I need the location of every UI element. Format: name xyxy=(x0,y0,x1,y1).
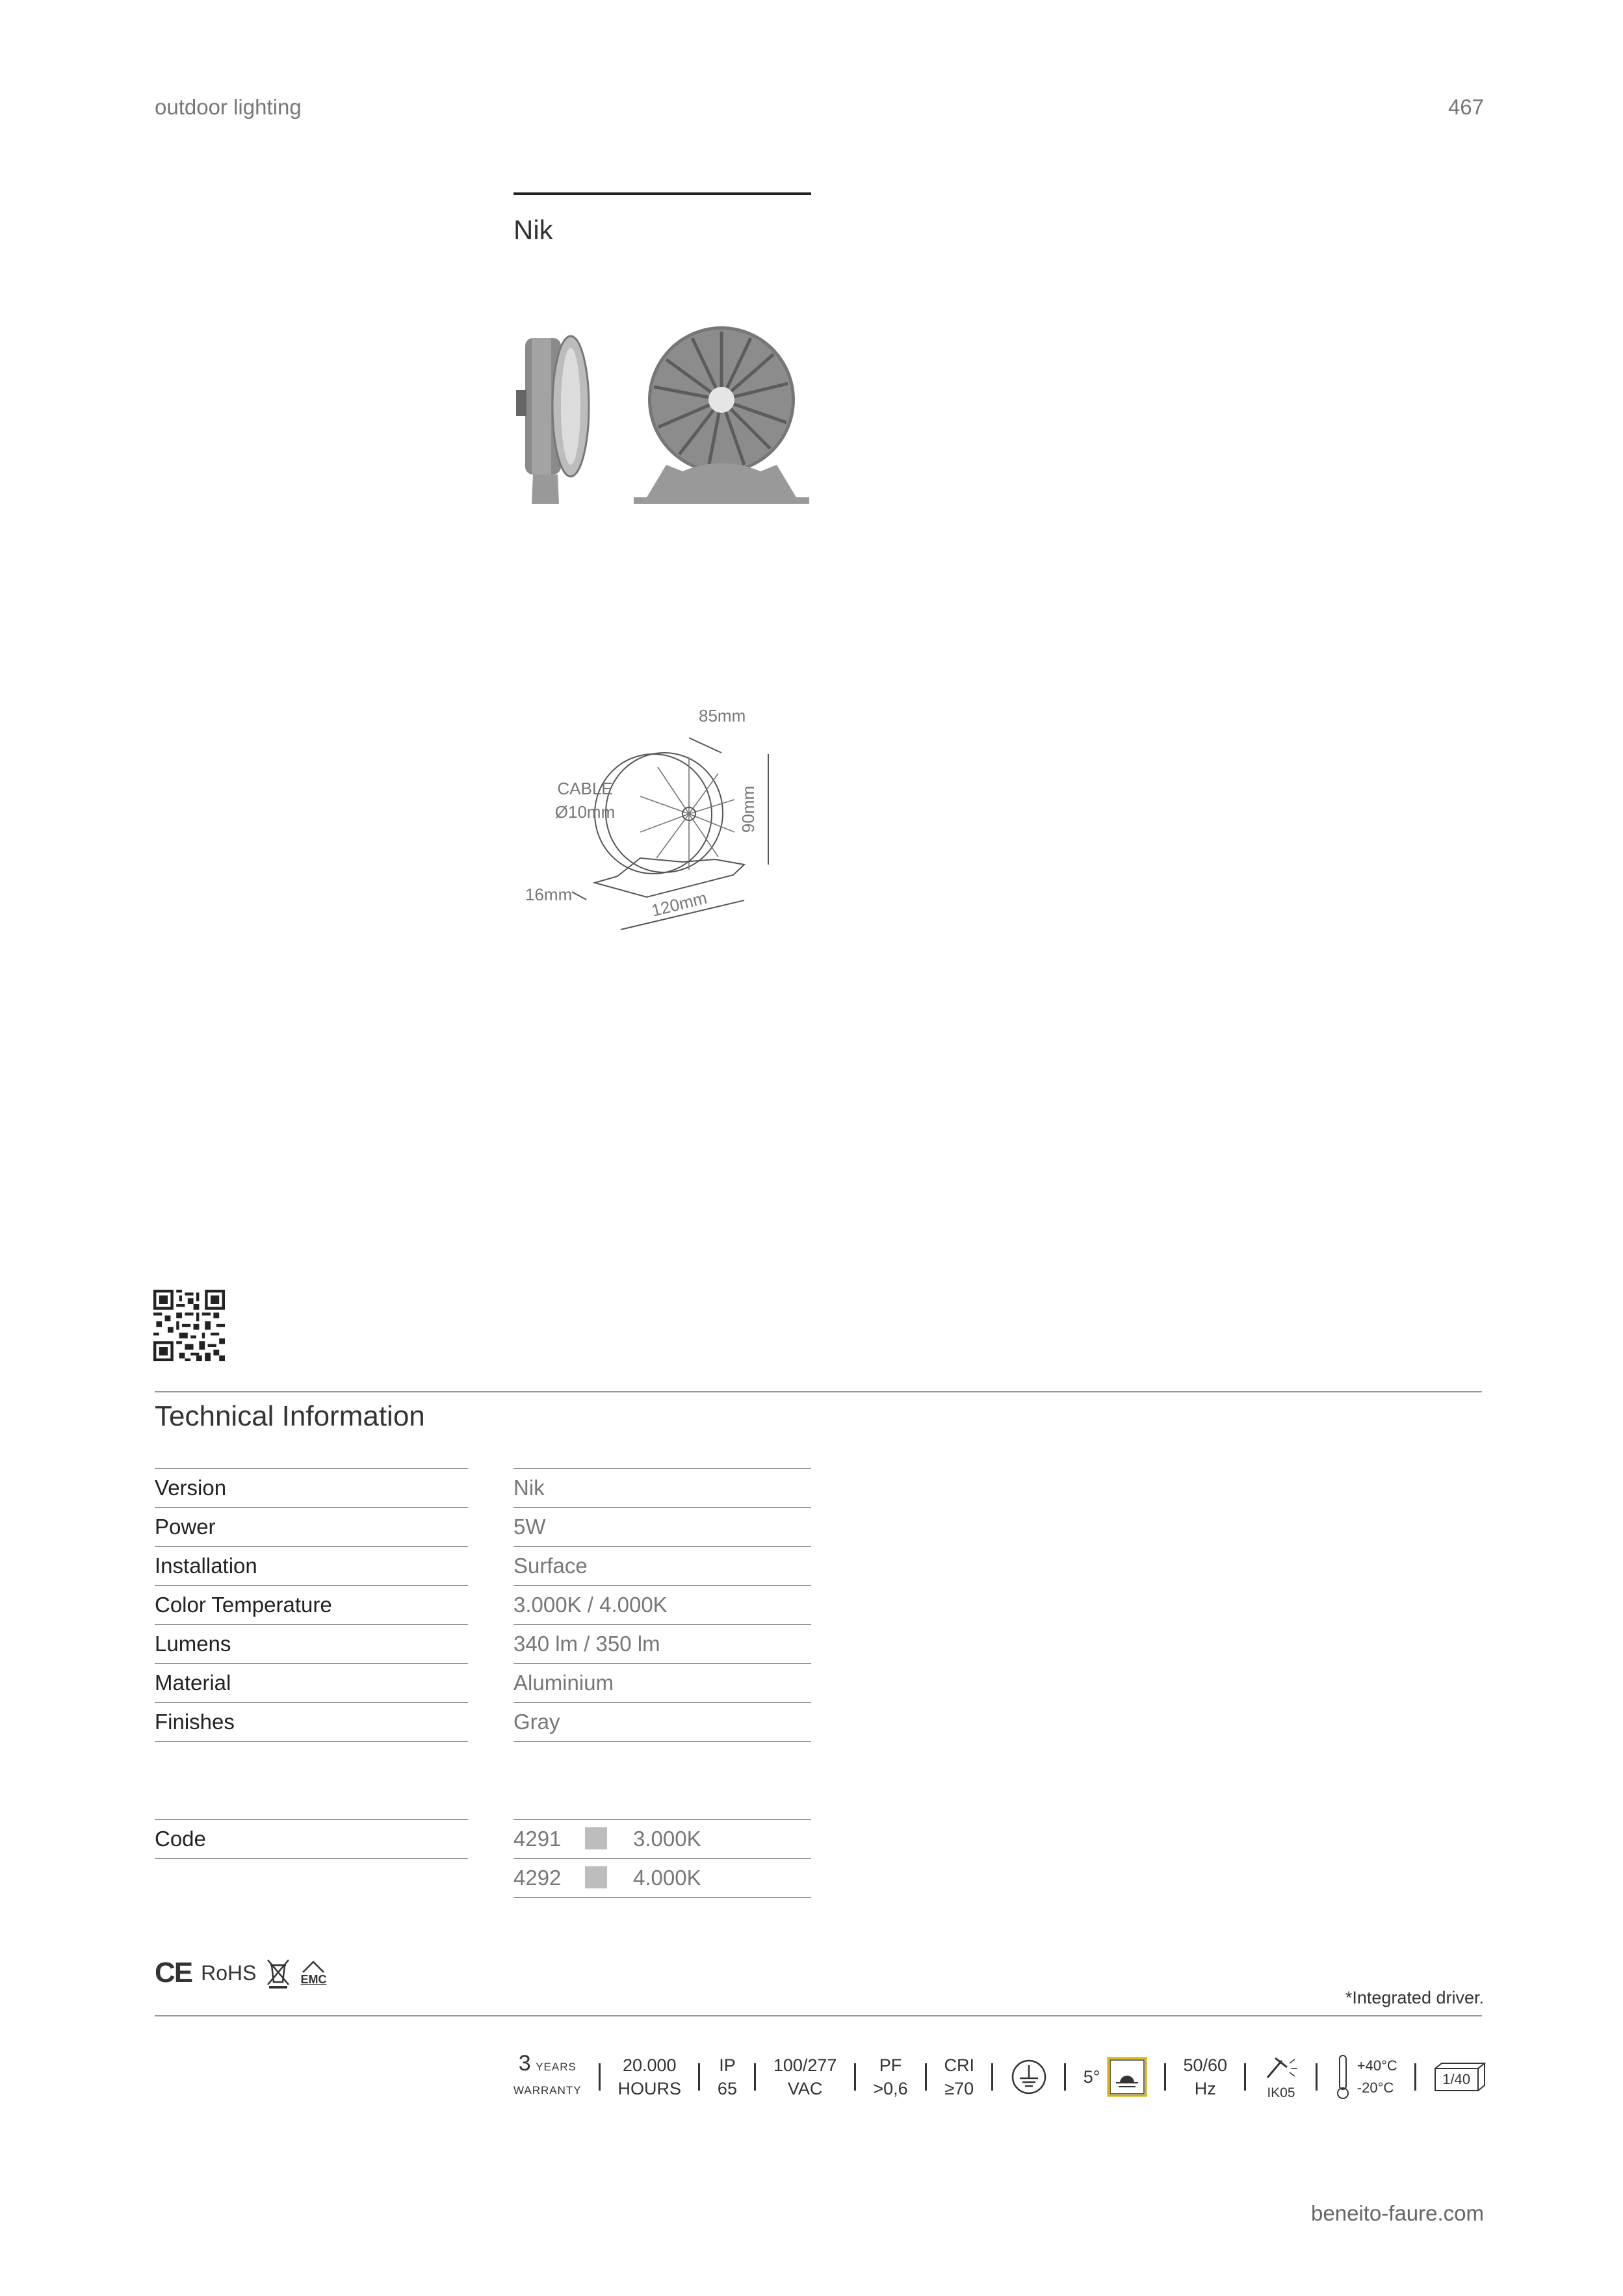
code-row xyxy=(513,1819,811,1858)
driver-note: *Integrated driver. xyxy=(1345,1988,1484,2007)
code-temperature: 4.000K xyxy=(633,1866,701,1890)
rohs-label: RoHS xyxy=(201,1961,257,1985)
dim-cable-line2: Ø10mm xyxy=(554,802,616,822)
spec-separator xyxy=(854,2063,856,2091)
code-row xyxy=(513,1858,811,1897)
code-bottom-rule xyxy=(513,1897,811,1898)
spec-temperature: +40°C -20°C xyxy=(1335,2054,1397,2100)
hammer-icon xyxy=(1264,2054,1299,2080)
spec-separator xyxy=(1064,2063,1066,2091)
table-bottom-rule xyxy=(513,1741,811,1742)
ground-class-icon xyxy=(1011,2059,1047,2095)
spec-ik: IK05 xyxy=(1264,2054,1299,2100)
spec-separator xyxy=(991,2063,993,2091)
page-number: 467 xyxy=(1448,95,1484,119)
row-label-material: Material xyxy=(155,1663,468,1702)
product-title: Nik xyxy=(513,215,553,245)
dim-base: 16mm xyxy=(525,885,573,904)
product-photo xyxy=(513,325,819,514)
dim-width: 120mm xyxy=(649,887,709,920)
technical-info-title: Technical Information xyxy=(155,1400,425,1432)
code-number: 4292 xyxy=(513,1866,562,1890)
product-side-view xyxy=(516,336,589,504)
finish-swatch xyxy=(585,1866,607,1888)
category-label: outdoor lighting xyxy=(155,95,302,119)
spec-separator xyxy=(754,2063,756,2091)
ce-mark-icon: CE xyxy=(155,1957,192,1989)
spec-warranty: 3 YEARS WARRANTY xyxy=(513,2051,582,2096)
certification-logos xyxy=(155,1957,326,1989)
row-label-installation: Installation xyxy=(155,1546,468,1585)
row-value-power: 5W xyxy=(513,1507,811,1546)
dim-cable-line1: CABLE xyxy=(557,779,613,798)
thermometer-icon xyxy=(1335,2054,1351,2100)
row-value-lumens: 340 lm / 350 lm xyxy=(513,1624,811,1663)
code-number: 4291 xyxy=(513,1827,562,1851)
table-bottom-rule xyxy=(155,1741,468,1742)
row-value-color-temperature: 3.000K / 4.000K xyxy=(513,1585,811,1624)
qr-code[interactable] xyxy=(153,1290,225,1361)
spec-separator xyxy=(1244,2063,1246,2091)
code-label-rule xyxy=(155,1858,468,1859)
row-value-installation: Surface xyxy=(513,1546,811,1585)
spec-power-factor: PF >0,6 xyxy=(873,2055,908,2098)
code-temperature: 3.000K xyxy=(633,1827,701,1851)
section-divider xyxy=(155,1391,1482,1392)
row-label-version: Version xyxy=(155,1468,468,1507)
row-value-material: Aluminium xyxy=(513,1663,811,1702)
dim-height: 90mm xyxy=(738,785,758,833)
spec-voltage: 100/277 VAC xyxy=(773,2055,837,2098)
emc-icon: EMC xyxy=(300,1961,326,1985)
footer-divider xyxy=(155,2015,1482,2016)
website-link[interactable]: beneito-faure.com xyxy=(1311,2201,1484,2225)
spec-strip xyxy=(513,2041,1486,2113)
spec-separator xyxy=(925,2063,927,2091)
dimension-drawing xyxy=(513,702,786,943)
row-label-color-temperature: Color Temperature xyxy=(155,1585,468,1624)
row-value-finishes: Gray xyxy=(513,1702,811,1741)
tilt-angle-icon xyxy=(1107,2057,1147,2097)
spec-separator xyxy=(599,2063,601,2091)
packaging-box-icon: 1/40 xyxy=(1434,2062,1486,2092)
spec-frequency: 50/60 Hz xyxy=(1183,2055,1228,2098)
row-value-version: Nik xyxy=(513,1468,811,1507)
code-label: Code xyxy=(155,1819,468,1858)
spec-tilt: 5° xyxy=(1084,2057,1147,2097)
spec-hours: 20.000 HOURS xyxy=(617,2055,682,2098)
spec-separator xyxy=(698,2063,700,2091)
spec-separator xyxy=(1414,2063,1416,2091)
spec-cri: CRI ≥70 xyxy=(944,2055,975,2098)
dim-depth: 85mm xyxy=(699,706,746,725)
row-label-lumens: Lumens xyxy=(155,1624,468,1663)
product-front-view xyxy=(634,326,809,504)
finish-swatch xyxy=(585,1827,607,1849)
row-label-finishes: Finishes xyxy=(155,1702,468,1741)
spec-separator xyxy=(1164,2063,1166,2091)
spec-separator xyxy=(1316,2063,1318,2091)
title-divider xyxy=(513,192,811,195)
weee-bin-icon xyxy=(265,1957,291,1989)
spec-ip: IP 65 xyxy=(717,2055,737,2098)
row-label-power: Power xyxy=(155,1507,468,1546)
